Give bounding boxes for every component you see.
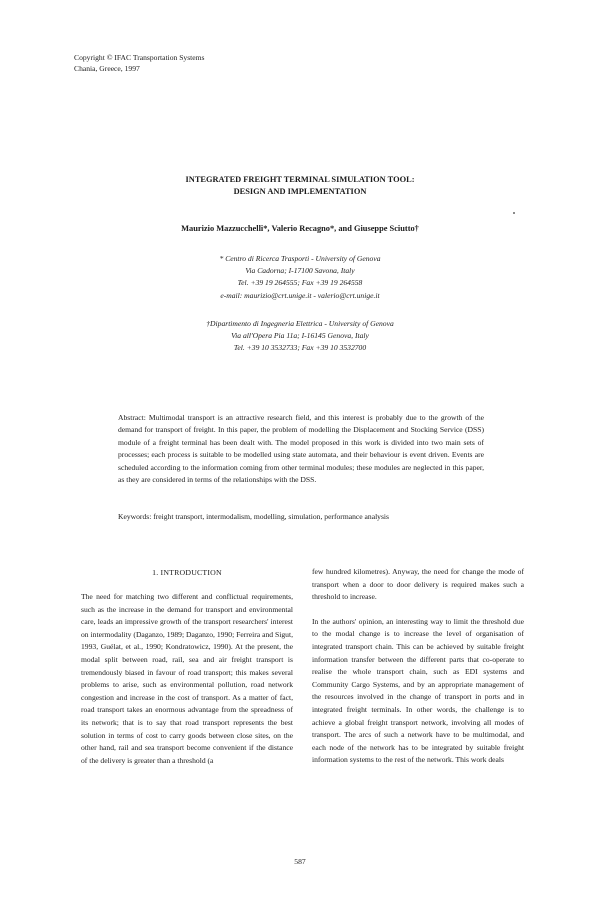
paper-title: [0, 174, 600, 198]
title-line-2: DESIGN AND IMPLEMENTATION: [233, 187, 367, 196]
affiliation-line: †Dipartimento di Ingegneria Elettrica - University of Genova: [206, 319, 394, 328]
affiliation-line: Via all'Opera Pia 11a; I-16145 Genova, Italy: [231, 331, 369, 341]
body-paragraph: The need for matching two different and conflictual requirements, such as the increase in the demand for transport and environmental care, leads an impressive growth of the transport researchers' interest on intermodality (Daganzo, 1989; Daganzo, 1990; Ferreira and Sigut, 1993, Guélat, et al., 1990; Kondratowicz, 1990). At the present, the modal split between road, rail, sea and air freight transport is tremendously biased in favour of road transport; this makes several problems to arise, such as environmental pollution, road network congestion and increase in the cost of transport. As a matter of fact, road transport takes an enormous advantage from the spreadness of its network; that is to say that road transport represents the best solution in terms of cost to carry goods between close sites, on the other hand, rail and sea transport become convenient if the distance of the delivery is greater than a threshold (a: [81, 592, 293, 765]
affiliation-2: [0, 318, 600, 355]
affiliation-1: [0, 253, 600, 302]
affiliation-line: e-mail: maurizio@crt.unige.it - valerio@crt.unige.it: [220, 290, 380, 300]
body-paragraph: In the authors' opinion, an interesting way to limit the threshold due to the modal change is to increase the level of organisation of integrated transport chain. This can be achieved by suitable freight information transfer between the different parts that co-operate to realise the whole transport chain, such as EDI systems and Community Cargo Systems, and by an appropriate management of the resources involved in the change of transport in ports and in integrated freight terminals. In other words, the challenge is to achieve a global freight transport network, involving all modes of transport. The arcs of such a network have to be multimodal, and each node of the network has to be integrated by suitable freight information systems to the rest of the network. This work deals: [312, 616, 524, 765]
right-column: [312, 566, 524, 767]
authors-line: Maurizio Mazzucchelli*, Valerio Recagno*, and Giuseppe Sciutto†: [181, 224, 419, 233]
keywords: Keywords: freight transport, intermodalism, modelling, simulation, performance analysis: [118, 512, 389, 521]
left-column: [81, 566, 293, 767]
section-heading: 1. INTRODUCTION: [152, 568, 222, 577]
scan-speck: [513, 212, 515, 214]
title-line-1: INTEGRATED FREIGHT TERMINAL SIMULATION TOOL:: [185, 175, 415, 184]
affiliation-line: Via Cadorna; I-17100 Savona, Italy: [245, 266, 355, 276]
abstract: Abstract: Multimodal transport is an attractive research field, and this interest is probably due to the growth of the demand for transport of freight. In this paper, the problem of modelling the Displacement and Stocking Service (DSS) module of a freight terminal has been dealt with. The model proposed in this work is divided into two main sets of processes; each process is suitable to be modelled using state automata, and their behaviour is event driven. Events are scheduled according to the information coming from other terminal modules; these modules are neglected in this paper, as they are considered in terms of the relationships with the DSS.: [118, 413, 484, 485]
copyright-notice: [74, 52, 205, 74]
copyright-line: Copyright © IFAC Transportation Systems: [74, 53, 205, 62]
page-number: 587: [294, 857, 306, 866]
conference-location-line: Chania, Greece, 1997: [74, 64, 140, 73]
affiliation-line: Tel. +39 10 3532733; Fax +39 10 3532700: [233, 343, 367, 353]
affiliation-line: Tel. +39 19 264555; Fax +39 19 264558: [237, 278, 363, 288]
affiliation-line: * Centro di Ricerca Trasporti - University of Genova: [219, 254, 381, 263]
body-paragraph: few hundred kilometres). Anyway, the need for change the mode of transport when a door to door delivery is required makes such a threshold to increase.: [312, 567, 524, 602]
